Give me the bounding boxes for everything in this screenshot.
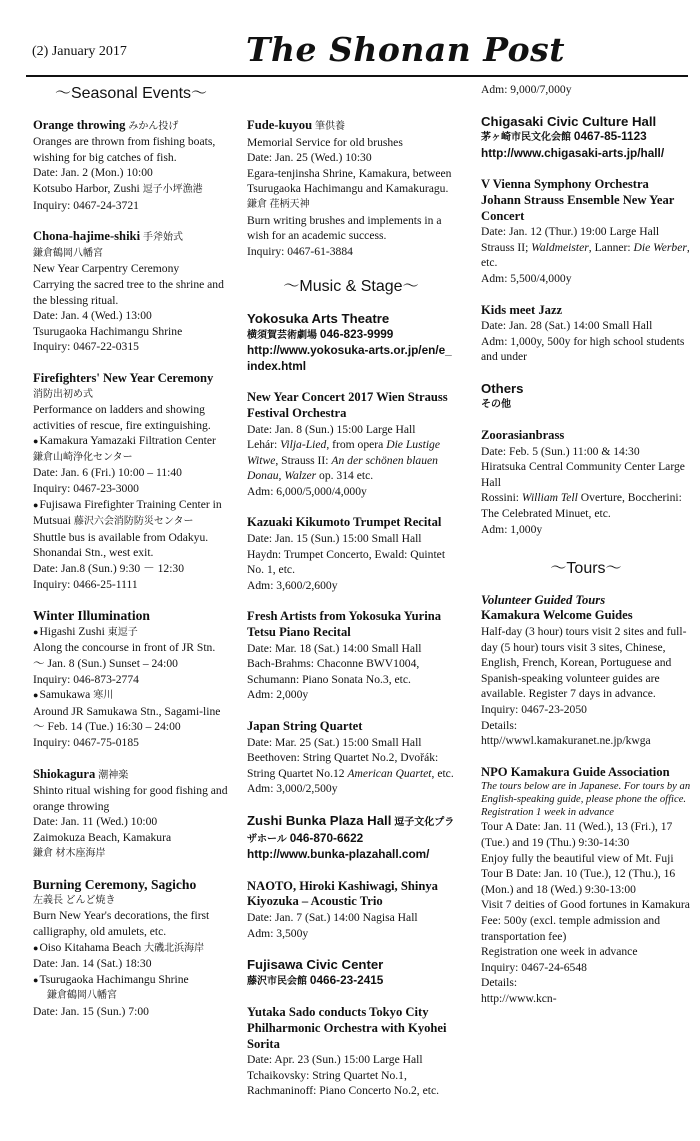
tour-subtitle: Kamakura Welcome Guides — [481, 608, 633, 623]
venue-name-jp: その他 — [481, 398, 511, 410]
venue-name-jp: 横須賀芸術劇場 — [247, 329, 317, 341]
concert-program — [247, 437, 455, 484]
venue-name-jp: 茅ヶ崎市民文化会館 — [481, 132, 571, 144]
venue-mutsuai-inquiry: Inquiry: 0466-25-1111 — [33, 577, 138, 591]
venue-name-jp: 藤沢市民会館 — [247, 975, 307, 987]
event-title-jp: 手斧始式 — [142, 232, 183, 244]
tour-b-desc: Visit 7 deities of Good fortunes in Kamakura — [481, 898, 690, 912]
concert-program — [247, 750, 455, 781]
venue-yokosuka-arts — [247, 311, 455, 374]
venue-samukawa-desc: Around JR Samukawa Stn., Sagami-line ～ Feb. 14 (Tue.) 16:30 – 24:00 — [33, 704, 221, 734]
event-title-jp: 左義長 どんど焼き — [33, 894, 116, 906]
program-part: Strauss II; — [481, 240, 532, 254]
venue-higashi-zushi-jp: 東逗子 — [107, 626, 138, 638]
event-inquiry: Inquiry: 0467-22-0315 — [33, 340, 139, 354]
tour-title: Volunteer Guided Tours — [481, 592, 606, 607]
tour-a-desc: Enjoy fully the beautiful view of Mt. Fuji — [481, 851, 674, 865]
venue-mutsuai-jp: 藤沢六会消防防災センター — [73, 516, 194, 528]
venue-url[interactable]: http://www.chigasaki-arts.jp/hall/ — [481, 145, 665, 160]
event-firefighters — [33, 371, 229, 592]
event-desc: New Year Carpentry Ceremony — [33, 262, 180, 276]
venue-yamazaki: ● Kamakura Yamazaki Filtration Center — [33, 433, 229, 450]
masthead — [0, 0, 700, 80]
venue-samukawa: ● Samukawa — [33, 688, 90, 701]
event-desc-2: Carrying the sacred tree to the shrine and the blessing ritual. — [33, 277, 224, 307]
concert-date: Date: Jan. 12 (Thur.) 19:00 Large Hall — [481, 225, 660, 239]
venue-oiso: ● Oiso Kitahama Beach — [33, 941, 141, 954]
event-desc: Shinto ritual wishing for good fishing and orange throwing — [33, 784, 228, 813]
concert-title: NAOTO, Hiroki Kashiwagi, Shinya Kiyozuka – Acoustic Trio — [247, 878, 438, 909]
section-title-music: ～Music & Stage～ — [283, 278, 419, 296]
concert-title: Kazuaki Kikumoto Trumpet Recital — [247, 515, 442, 530]
event-title: Chona-hajime-shiki — [33, 229, 141, 244]
section-title-tours: ～Tours～ — [550, 560, 622, 578]
tour-title: NPO Kamakura Guide Association — [481, 764, 670, 779]
event-desc: Burn New Year's decorations, the first calligraphy, old amulets, etc. — [33, 909, 210, 938]
concert-title: Yutaka Sado conducts Tokyo City Philharmonic Orchestra with Kyohei Sorita — [247, 1005, 447, 1051]
event-title: Fude-kuyou — [247, 118, 313, 132]
program-part: , etc. — [481, 240, 690, 270]
concert-date: Date: Jan. 8 (Sun.) 15:00 Large Hall — [247, 422, 416, 436]
venue-tsurugaoka-jp: 鎌倉鶴岡八幡宮 — [47, 990, 117, 1002]
venue-url[interactable]: http://www.bunka-plazahall.com/ — [247, 847, 430, 862]
event-place: Egara-tenjinsha Shrine, Kamakura, between Tsurugaoka Hachimangu and Kamakuragu. — [247, 166, 452, 196]
venue-name: Fujisawa Civic Center — [247, 957, 384, 973]
venue-phone: 0466-23-2415 — [309, 972, 384, 987]
event-place: Tsurugaoka Hachimangu Shrine — [33, 324, 183, 338]
venue-mutsuai-date: Date: Jan.8 (Sun.) 9:30 － 12:30 — [33, 562, 185, 576]
program-work: American Quartet — [347, 766, 432, 780]
venue-tsurugaoka-date: Date: Jan. 15 (Sun.) 7:00 — [33, 1004, 149, 1018]
venue-yamazaki-jp: 鎌倉山崎浄化センター — [33, 451, 133, 463]
program-part: op. 314 etc. — [316, 469, 374, 483]
program-part: , Lanner: — [588, 240, 634, 254]
event-title: Orange throwing — [33, 117, 126, 132]
event-title-jp: みかん投げ — [128, 120, 179, 132]
tour-fee: Fee: 500y (excl. temple admission and transportation fee) — [481, 913, 661, 943]
event-place: Zaimokuza Beach, Kamakura — [33, 830, 172, 844]
venue-name: Yokosuka Arts Theatre — [247, 310, 390, 326]
concert-title: Kids meet Jazz — [481, 302, 563, 317]
program-part: Overture, Boccherini: The Celebrated Minuet, etc. — [481, 491, 682, 521]
event-inquiry: Inquiry: 0467-24-3721 — [33, 198, 139, 212]
event-place-jp: 鎌倉 荏柄天神 — [247, 198, 310, 210]
event-inquiry: Inquiry: 0467-61-3884 — [247, 244, 353, 258]
tour-a-date: Tour A Date: Jan. 11 (Wed.), 13 (Fri.), 17 (Tue.) and 19 (Thu.) 9:30-14:30 — [481, 820, 673, 849]
header-rule — [26, 75, 688, 77]
venue-higashi-zushi-desc: Along the concourse in front of JR Stn. ～ Jan. 8 (Sun.) Sunset – 24:00 — [33, 641, 216, 670]
venue-name: Chigasaki Civic Culture Hall — [481, 113, 657, 129]
concert-date: Date: Mar. 25 (Sat.) 15:00 Small Hall — [247, 735, 422, 749]
concert-program: Haydn: Trumpet Concerto, Ewald: Quintet No. 1, etc. — [247, 547, 446, 577]
column-music-stage — [247, 82, 455, 1115]
venue-fujisawa-civic — [247, 957, 455, 989]
column-seasonal-events — [33, 82, 229, 1035]
event-fude-kuyou — [247, 118, 455, 259]
tour-details-label: Details: — [481, 718, 518, 732]
venue-name: Others — [481, 380, 524, 396]
event-title-jp: 筆供養 — [315, 121, 345, 132]
venue-phone: 046-870-6622 — [289, 830, 364, 845]
event-date: Date: Jan. 4 (Wed.) 13:00 — [33, 309, 152, 323]
concert-admission: Adm: 1,000y, 500y for high school students and under — [481, 334, 685, 364]
tour-note: The tours below are in Japanese. For tours by an English-speaking guide, please phone the office. Registration 1 week in advance — [481, 781, 691, 819]
program-part: , Strauss II: — [275, 453, 332, 467]
program-work: Die Lustige Witwe — [247, 438, 440, 467]
event-title-jp: 潮神楽 — [98, 769, 129, 781]
concert-title: Fresh Artists from Yokosuka Yurina Tetsu Piano Recital — [247, 609, 442, 640]
concert-title: New Year Concert 2017 Wien Strauss Festival Orchestra — [247, 390, 448, 420]
venue-mutsuai: ● Fujisawa Firefighter Training Center in Mutsuai — [33, 498, 222, 528]
event-winter-illumination — [33, 608, 229, 750]
event-date: Date: Jan. 25 (Wed.) 10:30 — [247, 151, 372, 165]
concert-kids-jazz — [481, 303, 691, 365]
event-venue-jp: 鎌倉鶴岡八幡宮 — [33, 247, 103, 259]
program-work: Vilja-Lied — [280, 438, 327, 452]
venue-name-jp: 逗子文化プラザホール — [247, 816, 455, 845]
venue-higashi-zushi: ● Higashi Zushi — [33, 625, 105, 638]
event-title: Winter Illumination — [33, 608, 150, 624]
venue-phone: 046-823-9999 — [319, 326, 394, 341]
concert-naoto — [247, 879, 455, 941]
venue-tsurugaoka: ● Tsurugaoka Hachimangu Shrine — [33, 972, 229, 989]
concert-date: Date: Mar. 18 (Sat.) 14:00 Small Hall — [247, 641, 422, 655]
event-shiokagura — [33, 767, 229, 862]
venue-url[interactable]: http://www.yokosuka-arts.or.jp/en/e_index.html — [247, 343, 452, 373]
venue-others — [481, 381, 691, 412]
concert-title: V Vienna Symphony Orchestra Johann Strauss Ensemble New Year Concert — [481, 177, 675, 223]
venue-higashi-zushi-inquiry: Inquiry: 046-873-2774 — [33, 672, 139, 686]
concert-admission: Adm: 3,000/2,500y — [247, 782, 338, 796]
event-burning-ceremony — [33, 877, 229, 1019]
concert-admission: Adm: 3,500y — [247, 926, 309, 940]
event-title: Burning Ceremony, Sagicho — [33, 877, 197, 893]
venue-samukawa-inquiry: Inquiry: 0467-75-0185 — [33, 735, 139, 749]
tour-url[interactable]: http://www.kcn- — [481, 991, 557, 1005]
concert-japan-string-quartet — [247, 719, 455, 797]
tour-npo-kamakura — [481, 765, 691, 1007]
concert-date: Date: Jan. 7 (Sat.) 14:00 Nagisa Hall — [247, 910, 418, 924]
concert-admission: Adm: 6,000/5,000/4,000y — [247, 484, 367, 498]
venue-zushi-bunka — [247, 813, 455, 863]
event-title: Firefighters' New Year Ceremony — [33, 370, 214, 385]
program-work: William Tell — [521, 491, 578, 505]
concert-program — [481, 490, 691, 521]
event-desc: Memorial Service for old brushes — [247, 135, 403, 149]
concert-title: Zoorasianbrass — [481, 428, 565, 443]
venue-oiso-jp: 大磯北浜海岸 — [144, 942, 205, 954]
event-desc-2: Burn writing brushes and implements in a wish for an academic success. — [247, 213, 442, 243]
venue-samukawa-jp: 寒川 — [93, 690, 114, 702]
venue-mutsuai-desc: Shuttle bus is available from Odakyu. Shonandai Stn., west exit. — [33, 530, 209, 560]
continued-admission — [481, 82, 691, 98]
event-title-jp: 消防出初め式 — [33, 388, 93, 400]
concert-admission: Adm: 5,500/4,000y — [481, 271, 572, 285]
tour-desc: Half-day (3 hour) tours visit 2 sites and full-day (5 hour) tours visit 3 sites, Chinese, English, French, Korean, Portuguese and Spanish-speaking volunteer guides are available. Register 7 days in advance. — [481, 625, 687, 701]
program-work: Waldmeister — [531, 240, 589, 254]
concert-wien-strauss — [247, 390, 455, 499]
program-part: Rossini: — [481, 491, 522, 505]
program-part: Beethoven: String Quartet No.2, Dvořák: String Quartet No.12 — [247, 751, 439, 780]
program-part: , etc. — [431, 766, 454, 780]
concert-fresh-artists — [247, 609, 455, 703]
event-place-jp: 逗子小坪漁港 — [142, 183, 203, 195]
concert-program — [481, 240, 691, 271]
concert-sado — [247, 1005, 455, 1099]
program-part: Lehár: — [247, 438, 281, 452]
issue-date: (2) January 2017 — [32, 44, 127, 59]
event-date: Date: Jan. 2 (Mon.) 10:00 — [33, 166, 153, 180]
concert-admission: Adm: 3,600/2,600y — [247, 578, 338, 592]
event-title: Shiokagura — [33, 766, 96, 781]
concert-title: Japan String Quartet — [247, 719, 363, 733]
program-work: Die Werber — [633, 240, 687, 254]
concert-admission: Adm: 9,000/7,000y — [481, 83, 572, 96]
venue-yamazaki-date: Date: Jan. 6 (Fri.) 10:00 – 11:40 — [33, 466, 182, 480]
venue-oiso-date: Date: Jan. 14 (Sat.) 18:30 — [33, 957, 152, 971]
concert-date: Date: Jan. 28 (Sat.) 14:00 Small Hall — [481, 319, 653, 333]
event-place-jp: 鎌倉 材木座海岸 — [33, 847, 106, 859]
program-work: An der schönen blauen Donau, Walzer — [247, 453, 438, 483]
tour-volunteer-guided — [481, 593, 691, 749]
tour-b-date: Tour B Date: Jan. 10 (Tue.), 12 (Thu.), 16 (Mon.) and 18 (Wed.) 9:30-13:00 — [481, 867, 676, 896]
concert-date: Date: Feb. 5 (Sun.) 11:00 & 14:30 — [481, 444, 640, 458]
event-date: Date: Jan. 11 (Wed.) 10:00 — [33, 815, 158, 829]
newspaper-logo: The Shonan Post — [246, 30, 565, 69]
venue-name: Zushi Bunka Plaza Hall — [247, 812, 392, 828]
venue-phone: 0467-85-1123 — [573, 129, 647, 144]
event-place: Kotsubo Harbor, Zushi — [33, 181, 140, 195]
concert-date: Date: Apr. 23 (Sun.) 15:00 Large Hall — [247, 1053, 423, 1067]
concert-kikumoto — [247, 515, 455, 593]
event-desc: Oranges are thrown from fishing boats, wishing for big catches of fish. — [33, 135, 216, 164]
event-chona-hajime — [33, 229, 229, 355]
concert-program: Bach-Brahms: Chaconne BWV1004, Schumann: Piano Sonata No.3, etc. — [247, 657, 420, 686]
concert-vienna-symphony — [481, 177, 691, 286]
tour-inquiry: Inquiry: 0467-23-2050 — [481, 703, 587, 716]
venue-chigasaki — [481, 114, 691, 162]
concert-zoorasianbrass — [481, 428, 691, 537]
concert-program: Tchaikovsky: String Quartet No.1, Rachmaninoff: Piano Concerto No.2, etc. — [247, 1068, 440, 1098]
tour-details-label: Details: — [481, 976, 518, 990]
concert-admission: Adm: 2,000y — [247, 688, 309, 702]
tour-url[interactable]: http//wwwl.kamakuranet.ne.jp/kwga — [481, 734, 651, 748]
event-desc: Performance on ladders and showing activities of rescue, fire extinguishing. — [33, 403, 211, 432]
column-others-tours — [481, 82, 691, 1023]
concert-place: Hiratsuka Central Community Center Large Hall — [481, 460, 685, 489]
section-title-seasonal: ～Seasonal Events～ — [54, 85, 208, 102]
tour-registration: Registration one week in advance — [481, 945, 638, 959]
program-part: , from opera — [326, 438, 387, 452]
venue-yamazaki-inquiry: Inquiry: 0467-23-3000 — [33, 482, 139, 496]
tour-inquiry: Inquiry: 0467-24-6548 — [481, 960, 587, 974]
concert-admission: Adm: 1,000y — [481, 522, 543, 536]
concert-date: Date: Jan. 15 (Sun.) 15:00 Small Hall — [247, 532, 422, 546]
event-orange-throwing — [33, 118, 229, 214]
